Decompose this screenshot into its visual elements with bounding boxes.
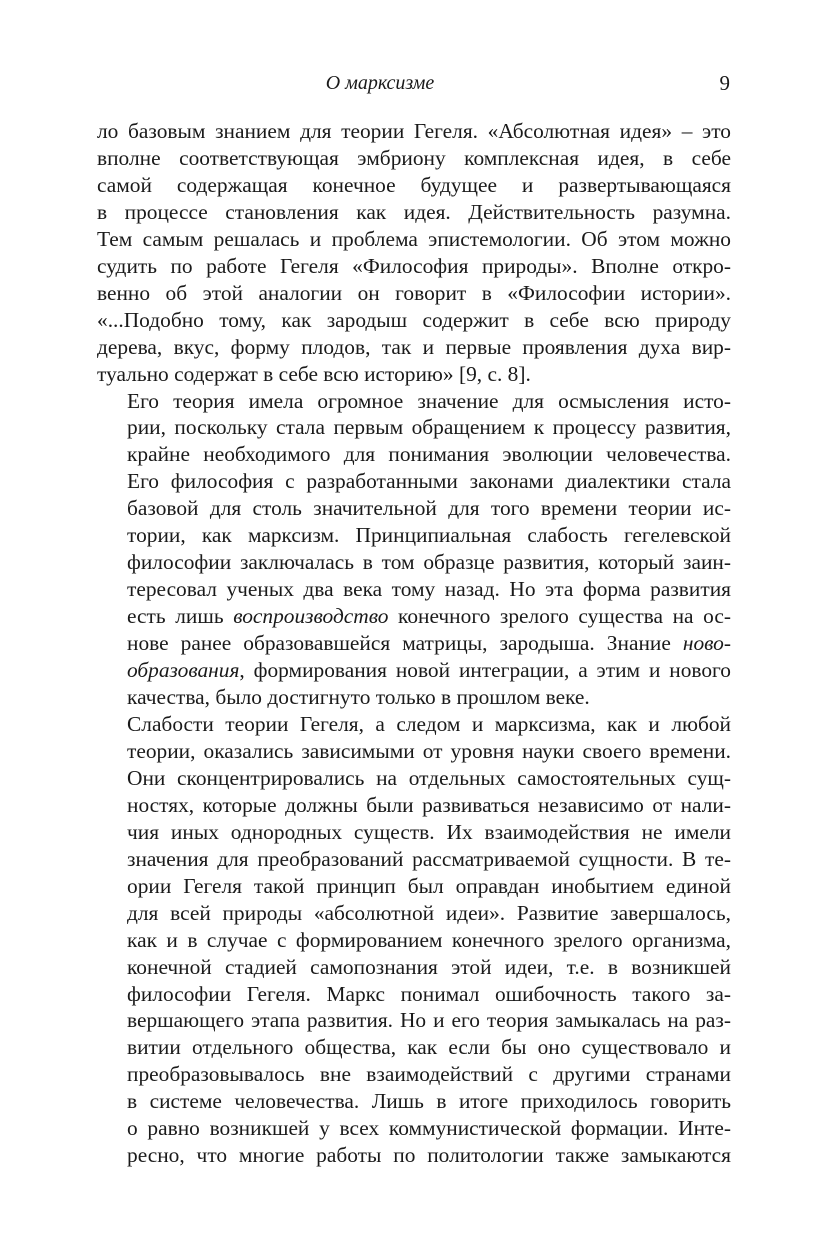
text-line: Слабости теории Гегеля, а следом и марксизма, как и любой — [127, 711, 731, 736]
paragraph — [97, 711, 731, 1169]
text-line: Его философия с разработанными законами диалектики стала — [127, 469, 731, 494]
text-line: ностях, которые должны были развиваться независимо от нали- — [127, 792, 731, 817]
text-line — [97, 603, 731, 630]
text-run: , формирования новой интеграции, а этим и нового — [239, 658, 731, 683]
text-line: «...Подобно тому, как зародыш содержит в себе всю природу — [97, 307, 731, 332]
text-line: чия иных однородных существ. Их взаимодействия не имели — [127, 819, 731, 844]
emphasized-term: образования — [127, 658, 240, 683]
text-line: венно об этой аналогии он говорит в «Философии истории». — [97, 280, 731, 305]
text-line: философии Гегеля. Маркс понимал ошибочность такого за- — [127, 981, 731, 1006]
text-line: философии заключалась в том образце развития, который заин- — [127, 550, 731, 575]
text-line: как и в случае с формированием конечного зрелого организма, — [127, 927, 731, 952]
text-line: вполне соответствующая эмбриону комплексная идея, в себе — [97, 145, 731, 170]
text-line: самой содержащая конечное будущее и развертывающаяся — [97, 172, 731, 197]
text-line: ории Гегеля такой принцип был оправдан инобытием единой — [127, 873, 731, 898]
text-line: ло базовым знанием для теории Гегеля. «Абсолютная идея» – это — [97, 119, 731, 143]
text-line: тории, как марксизм. Принципиальная слабость гегелевской — [127, 523, 731, 548]
section-title: О марксизме — [325, 72, 435, 94]
text-line: в процессе становления как идея. Действительность разумна. — [97, 199, 731, 224]
text-line: в системе человечества. Лишь в итоге приходилось говорить — [127, 1089, 731, 1114]
running-head — [0, 70, 827, 96]
text-line: о равно возникшей у всех коммунистической формации. Инте- — [127, 1116, 731, 1141]
text-line: теории, оказались зависимыми от уровня науки своего времени. — [127, 738, 731, 763]
text-line: тересовал ученых два века тому назад. Но эта форма развития — [127, 577, 731, 602]
text-line: Его теория имела огромное значение для осмысления исто- — [127, 388, 731, 413]
text-line: качества, было достигнуто только в прошлом веке. — [127, 685, 590, 710]
text-line: конечной стадией самопознания этой идеи, т.е. в возникшей — [127, 954, 731, 979]
text-run: конечного зрелого существа на ос- — [388, 604, 731, 629]
text-line: значения для преобразований рассматриваемой сущности. В те- — [127, 846, 731, 871]
text-line: рии, поскольку стала первым обращением к процессу развития, — [127, 415, 731, 440]
paragraph — [97, 388, 731, 711]
text-line: Они сконцентрировались на отдельных самостоятельных сущ- — [127, 765, 731, 790]
page-body — [97, 118, 731, 1169]
text-line: базовой для столь значительной для того времени теории ис- — [127, 496, 731, 521]
text-line: преобразовывалось вне взаимодействий с другими странами — [127, 1062, 731, 1087]
text-line: крайне необходимого для понимания эволюции человечества. — [127, 442, 731, 467]
text-line: судить по работе Гегеля «Философия природы». Вполне откро- — [97, 253, 731, 278]
text-line — [97, 657, 731, 684]
text-line: вершающего этапа развития. Но и его теория замыкалась на раз- — [127, 1008, 731, 1033]
page-number: 9 — [719, 71, 730, 95]
text-run: есть лишь — [127, 604, 234, 629]
emphasized-term: ново- — [682, 631, 731, 656]
text-line: ресно, что многие работы по политологии также замыкаются — [127, 1143, 731, 1168]
text-line: дерева, вкус, форму плодов, так и первые проявления духа вир- — [97, 334, 731, 359]
text-line: для всей природы «абсолютной идеи». Развитие завершалось, — [127, 900, 731, 925]
emphasized-term: воспроизводство — [233, 604, 389, 629]
text-line: туально содержат в себе всю историю» [9, с. 8]. — [97, 361, 531, 386]
text-line — [97, 630, 731, 657]
text-line: витии отдельного общества, как если бы оно существовало и — [127, 1035, 731, 1060]
text-line: Тем самым решалась и проблема эпистемологии. Об этом можно — [97, 226, 731, 251]
text-run: нове ранее образовавшейся матрицы, зародыша. Знание — [127, 631, 683, 656]
paragraph — [97, 118, 731, 388]
